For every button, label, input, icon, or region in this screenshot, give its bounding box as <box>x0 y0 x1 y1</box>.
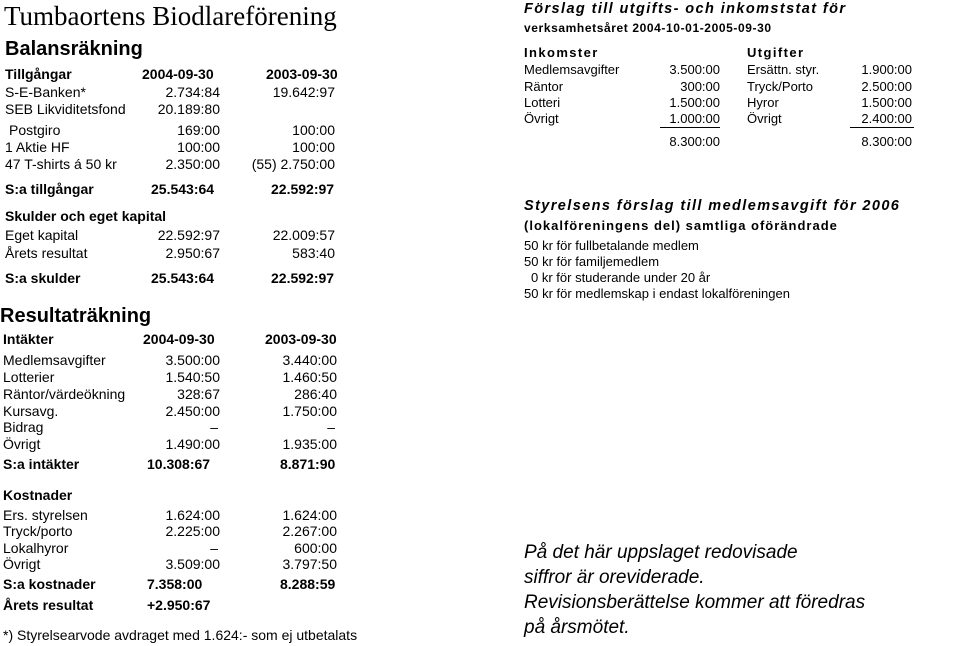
budget-income-value: 300:00 <box>680 79 720 94</box>
income-heading: Resultaträkning <box>0 305 152 327</box>
income-row-2004: 1.490:00 <box>165 436 220 452</box>
asset-value-2003: 100:00 <box>292 139 335 155</box>
asset-value-2004: 2.734:84 <box>165 84 220 100</box>
income-row-2003: – <box>327 419 335 435</box>
cost-row-2004: 3.509:00 <box>165 556 220 572</box>
liability-label: Eget kapital <box>5 227 79 243</box>
liability-value-2004: 2.950:67 <box>165 245 220 261</box>
total-liabilities-2003: 22.592:97 <box>271 270 335 286</box>
cost-row-label: Lokalhyror <box>3 540 69 556</box>
liability-value-2004: 22.592:97 <box>157 227 220 243</box>
income-row-2004: 328:67 <box>177 386 220 402</box>
budget-expense-value: 1.900:00 <box>861 62 912 77</box>
total-liabilities-2004: 25.543:64 <box>151 270 215 286</box>
total-assets-2004: 25.543:64 <box>151 181 215 197</box>
cost-row-2003: 600:00 <box>294 540 337 556</box>
income-total-2003: 8.871:90 <box>280 456 336 472</box>
costs-heading: Kostnader <box>3 487 73 503</box>
total-liabilities-label: S:a skulder <box>5 270 81 286</box>
asset-value-2004: 20.189:80 <box>157 101 220 117</box>
asset-label: Postgiro <box>9 122 61 138</box>
year-result-value: +2.950:67 <box>147 597 211 613</box>
balance-header-col2: 2003-09-30 <box>266 66 338 82</box>
income-header-col2: 2003-09-30 <box>265 331 337 347</box>
income-header-col1: 2004-09-30 <box>143 331 215 347</box>
budget-expense-heading: Utgifter <box>747 45 805 60</box>
budget-expense-value: 2.500:00 <box>861 79 912 94</box>
asset-value-2004: 169:00 <box>177 122 220 138</box>
budget-income-heading: Inkomster <box>524 45 599 60</box>
year-result-label: Årets resultat <box>3 597 94 613</box>
fee-heading: Styrelsens förslag till medlemsavgift för 2006 <box>524 198 901 214</box>
cost-row-label: Ers. styrelsen <box>3 507 88 523</box>
balance-header-label: Tillgångar <box>5 66 72 82</box>
budget-expense-total: 8.300:00 <box>861 134 912 149</box>
cost-total-label: S:a kostnader <box>3 576 96 592</box>
footnote: *) Styrelsearvode avdraget med 1.624:- som ej utbetalats <box>3 627 358 643</box>
fee-line: 50 kr för familjemedlem <box>524 254 660 269</box>
budget-expense-label: Övrigt <box>747 111 782 126</box>
income-row-label: Övrigt <box>3 436 41 452</box>
budget-expense-value: 1.500:00 <box>861 95 912 110</box>
income-row-label: Bidrag <box>3 419 44 435</box>
budget-income-label: Lotteri <box>524 95 561 110</box>
cost-row-2004: – <box>210 540 218 556</box>
asset-value-2003: 19.642:97 <box>272 84 335 100</box>
liability-label: Årets resultat <box>5 245 88 261</box>
cost-total-2003: 8.288:59 <box>280 576 336 592</box>
fee-line: 50 kr för fullbetalande medlem <box>524 238 699 253</box>
budget-income-value: 1.000:00 <box>669 111 720 126</box>
fee-line: 50 kr för medlemskap i endast lokalföreningen <box>524 286 790 301</box>
income-total-2004: 10.308:67 <box>147 456 211 472</box>
asset-label: S-E-Banken* <box>5 84 86 100</box>
budget-income-value: 3.500:00 <box>669 62 720 77</box>
income-row-label: Medlemsavgifter <box>3 352 106 368</box>
budget-income-label: Räntor <box>524 79 564 94</box>
budget-period: verksamhetsåret 2004-10-01-2005-09-30 <box>524 21 772 35</box>
asset-label: 1 Aktie HF <box>5 139 70 155</box>
income-row-label: Lotterier <box>3 369 55 385</box>
budget-heading: Förslag till utgifts- och inkomststat för <box>524 1 847 17</box>
asset-label: SEB Likviditetsfond <box>5 101 126 117</box>
asset-label: 47 T-shirts á 50 kr <box>5 156 117 172</box>
note-line: Revisionsberättelse kommer att föredras <box>524 592 866 613</box>
income-sum-rule <box>660 127 720 128</box>
income-row-2004: – <box>210 419 218 435</box>
asset-value-2003: (55) 2.750:00 <box>251 156 335 172</box>
balance-header-col1: 2004-09-30 <box>142 66 214 82</box>
income-row-2004: 2.450:00 <box>165 403 220 419</box>
cost-row-label: Tryck/porto <box>3 523 73 539</box>
budget-income-total: 8.300:00 <box>669 134 720 149</box>
expense-sum-rule <box>850 127 914 128</box>
budget-income-value: 1.500:00 <box>669 95 720 110</box>
income-header-label: Intäkter <box>3 331 54 347</box>
income-row-2003: 1.460:50 <box>282 369 337 385</box>
budget-expense-label: Ersättn. styr. <box>747 62 820 77</box>
budget-expense-label: Hyror <box>747 95 779 110</box>
balance-heading: Balansräkning <box>5 38 143 60</box>
asset-value-2004: 100:00 <box>177 139 220 155</box>
page-title: Tumbaortens Biodlareförening <box>4 1 337 31</box>
income-row-label: Räntor/värdeökning <box>3 386 126 402</box>
budget-income-label: Övrigt <box>524 111 559 126</box>
cost-row-2003: 1.624:00 <box>282 507 337 523</box>
cost-row-label: Övrigt <box>3 556 41 572</box>
total-assets-2003: 22.592:97 <box>271 181 335 197</box>
cost-row-2003: 2.267:00 <box>282 523 337 539</box>
income-row-2004: 3.500:00 <box>165 352 220 368</box>
note-line: på årsmötet. <box>524 617 630 638</box>
liability-value-2003: 22.009:57 <box>272 227 335 243</box>
total-assets-label: S:a tillgångar <box>5 181 94 197</box>
income-row-label: Kursavg. <box>3 403 59 419</box>
cost-row-2003: 3.797:50 <box>282 556 337 572</box>
income-total-label: S:a intäkter <box>3 456 80 472</box>
asset-value-2004: 2.350:00 <box>165 156 220 172</box>
cost-total-2004: 7.358:00 <box>147 576 203 592</box>
budget-expense-value: 2.400:00 <box>861 111 912 126</box>
fee-subheading: (lokalföreningens del) samtliga oförändrade <box>524 218 838 233</box>
liability-value-2003: 583:40 <box>292 245 335 261</box>
income-row-2003: 1.935:00 <box>282 436 337 452</box>
budget-expense-label: Tryck/Porto <box>747 79 813 94</box>
note-line: På det här uppslaget redovisade <box>524 542 798 563</box>
income-row-2003: 1.750:00 <box>282 403 337 419</box>
fee-line: 0 kr för studerande under 20 år <box>531 270 711 285</box>
income-row-2003: 286:40 <box>294 386 337 402</box>
cost-row-2004: 1.624:00 <box>165 507 220 523</box>
note-line: siffror är oreviderade. <box>524 567 705 588</box>
budget-income-label: Medlemsavgifter <box>524 62 620 77</box>
liabilities-heading: Skulder och eget kapital <box>5 208 167 224</box>
income-row-2004: 1.540:50 <box>165 369 220 385</box>
income-row-2003: 3.440:00 <box>282 352 337 368</box>
asset-value-2003: 100:00 <box>292 122 335 138</box>
cost-row-2004: 2.225:00 <box>165 523 220 539</box>
